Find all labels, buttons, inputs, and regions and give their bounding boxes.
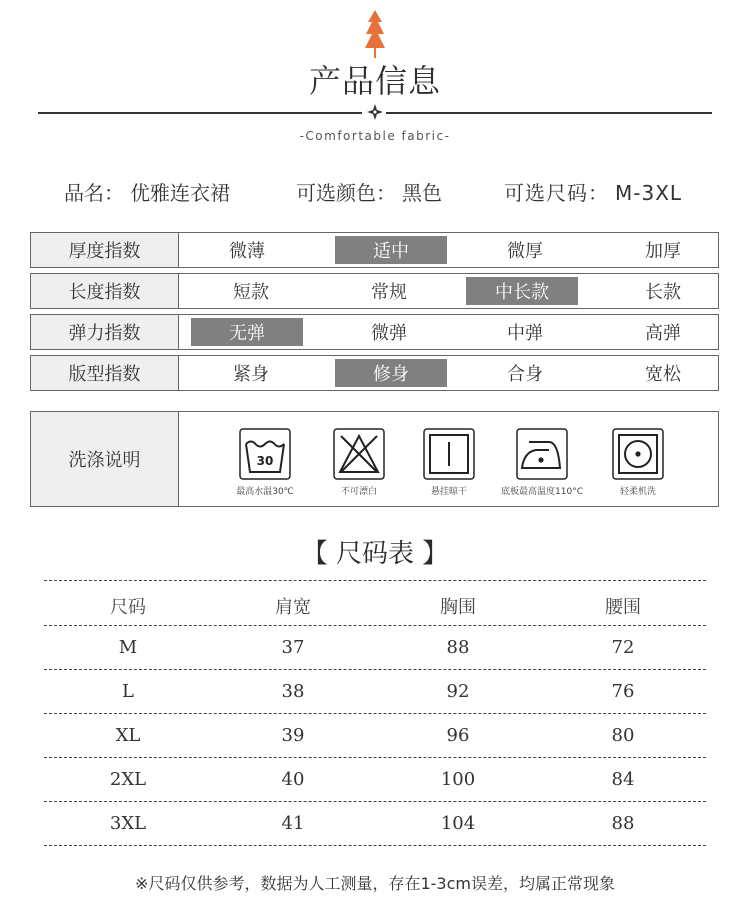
size-cell: 39: [281, 725, 305, 746]
size-cell: 88: [611, 813, 635, 834]
product-name-label: 品名：: [64, 181, 124, 205]
size-header: 腰围: [605, 597, 641, 618]
subtitle: -Comfortable fabric-: [299, 129, 451, 143]
index-label: 长度指数: [31, 274, 179, 308]
divider-left: [38, 112, 362, 114]
index-label: 厚度指数: [31, 233, 179, 267]
product-size-label: 可选尺码：: [504, 181, 609, 205]
index-option: 常规: [371, 282, 407, 303]
size-cell: 41: [281, 813, 305, 834]
wash-caption: 不可漂白: [340, 487, 377, 497]
page-title: 产品信息: [308, 62, 441, 100]
divider-right: [386, 112, 712, 114]
index-option: 微弹: [371, 323, 407, 344]
index-option-selected: 修身: [335, 359, 447, 387]
index-option-selected: 中长款: [466, 277, 578, 305]
product-color-value: 黑色: [402, 181, 442, 205]
row-divider: [44, 580, 706, 581]
index-option: 宽松: [645, 364, 681, 385]
index-option: 长款: [645, 282, 681, 303]
size-header: 胸围: [440, 597, 476, 618]
index-option: 高弹: [645, 323, 681, 344]
product-size-value: M-3XL: [615, 181, 683, 205]
ornament-icon: [366, 103, 384, 121]
wash-caption: 最高水温30℃: [236, 487, 294, 497]
product-size: [504, 177, 682, 206]
size-cell: L: [122, 681, 134, 702]
index-option: 微薄: [229, 241, 265, 262]
product-name-value: 优雅连衣裙: [130, 181, 230, 205]
tree-icon: [365, 10, 385, 58]
index-option: 中弹: [507, 323, 543, 344]
size-cell: 3XL: [109, 813, 147, 834]
product-color-label: 可选颜色：: [296, 181, 396, 205]
row-divider: [44, 713, 706, 714]
size-chart-title: 【 尺码表 】: [301, 539, 449, 569]
index-option-selected: 适中: [335, 236, 447, 264]
size-note: ※尺码仅供参考，数据为人工测量，存在1-3cm误差，均属正常现象: [135, 874, 615, 893]
row-divider: [44, 757, 706, 758]
index-label: 弹力指数: [31, 315, 179, 349]
size-cell: 104: [440, 813, 476, 834]
wash-30-icon: [239, 428, 291, 480]
wash-caption: 悬挂晾干: [430, 487, 467, 497]
size-cell: XL: [115, 725, 141, 746]
product-name: [64, 177, 230, 206]
size-cell: 2XL: [109, 769, 147, 790]
row-divider: [44, 625, 706, 626]
wash-temp-text: 30: [256, 454, 274, 468]
washing-label: 洗涤说明: [31, 412, 179, 506]
size-cell: 40: [281, 769, 305, 790]
size-cell: 100: [440, 769, 476, 790]
row-divider: [44, 669, 706, 670]
index-option: 微厚: [507, 241, 543, 262]
product-color: [296, 177, 442, 206]
index-option: 短款: [233, 282, 269, 303]
size-cell: 92: [446, 681, 470, 702]
hang-dry-icon: [423, 428, 475, 480]
gentle-wash-icon: [612, 428, 664, 480]
size-cell: 96: [446, 725, 470, 746]
size-cell: 88: [446, 637, 470, 658]
index-label: 版型指数: [31, 356, 179, 390]
index-option: 加厚: [645, 241, 681, 262]
iron-icon: [516, 428, 568, 480]
size-cell: 76: [611, 681, 635, 702]
row-divider: [44, 845, 706, 846]
index-row-length: [30, 273, 719, 309]
wash-caption: 底板最高温度110°C: [501, 487, 583, 497]
wash-caption: 轻柔机洗: [619, 487, 656, 497]
index-option-selected: 无弹: [191, 318, 303, 346]
index-option: 紧身: [233, 364, 269, 385]
size-header: 尺码: [110, 597, 146, 618]
size-cell: 84: [611, 769, 635, 790]
index-option: 合身: [507, 364, 543, 385]
index-row-elasticity: [30, 314, 719, 350]
size-cell: 38: [281, 681, 305, 702]
washing-panel: [30, 411, 719, 507]
index-row-fit: [30, 355, 719, 391]
index-row-thickness: [30, 232, 719, 268]
no-bleach-icon: [333, 428, 385, 480]
row-divider: [44, 801, 706, 802]
size-header: 肩宽: [275, 597, 311, 618]
size-cell: 80: [611, 725, 635, 746]
size-cell: 72: [611, 637, 635, 658]
size-cell: M: [118, 637, 138, 658]
size-cell: 37: [281, 637, 305, 658]
